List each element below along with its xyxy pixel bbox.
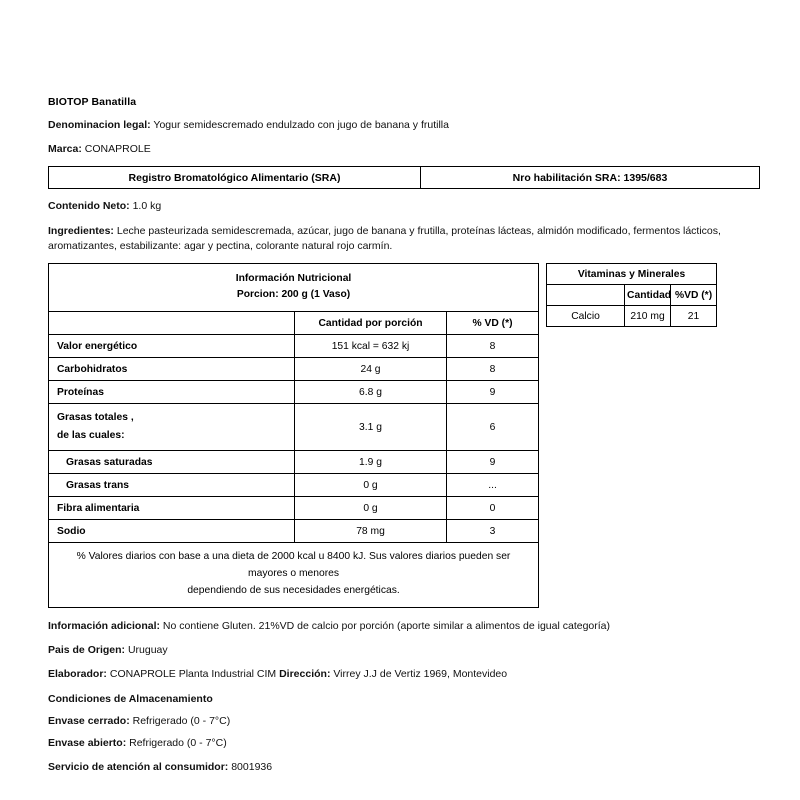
table-row — [49, 451, 539, 474]
storage-title — [48, 692, 760, 707]
nutrient-dv: 9 — [447, 381, 539, 404]
open-package-line — [48, 736, 760, 751]
nutrient-name: Grasas totales , — [57, 412, 134, 423]
nutrient-name: Valor energético — [49, 335, 295, 358]
nutrition-footnote-row — [49, 543, 539, 608]
closed-package-line — [48, 714, 760, 729]
nutrition-footnote-cell — [49, 543, 539, 608]
brand-value: CONAPROLE — [81, 143, 151, 156]
vitamins-title: Vitaminas y Minerales — [547, 264, 717, 285]
closed-package-value: Refrigerado (0 - 7°C) — [129, 714, 231, 727]
table-row — [49, 404, 539, 451]
footnote-line-2: dependiendo de sus necesidades energéticas. — [187, 585, 400, 596]
registry-table — [48, 166, 760, 189]
vitamins-col-blank — [547, 285, 625, 306]
vitamins-header-row — [547, 285, 717, 306]
product-title: BIOTOP Banatilla — [48, 96, 137, 108]
open-package-value: Refrigerado (0 - 7°C) — [126, 737, 227, 750]
additional-info-value: No contiene Gluten. 21%VD de calcio por porción (aporte similar a alimentos de igual categoría) — [160, 619, 611, 632]
table-row — [49, 335, 539, 358]
storage-title-label: Condiciones de Almacenamiento — [48, 692, 213, 705]
ingredients-value: Leche pasteurizada semidescremada, azúcar, jugo de banana y frutilla, proteínas lácteas, almidón modificado, fermentos lácticos, aromatizantes, estabilizante: agar y pectina, colorante natural rojo carmín. — [48, 224, 721, 252]
nutrient-name-sub: de las cuales: — [57, 430, 125, 442]
nutrient-dv: 8 — [447, 335, 539, 358]
vitamins-col-quantity: Cantidad — [625, 285, 671, 306]
manufacturer-line — [48, 667, 760, 682]
consumer-service-value: 8001936 — [228, 761, 273, 774]
ingredients-label: Ingredientes: — [48, 224, 114, 237]
vitamins-col-dv: %VD (*) — [671, 285, 717, 306]
nutrient-quantity: 1.9 g — [295, 451, 447, 474]
nutrient-name: Sodio — [49, 520, 295, 543]
additional-info-line — [48, 619, 760, 634]
brand-label: Marca: — [48, 143, 82, 156]
nutrient-quantity: 0 g — [295, 497, 447, 520]
ingredients-line — [48, 224, 760, 254]
address-value: Virrey J.J de Vertiz 1969, Montevideo — [330, 668, 508, 681]
table-row — [49, 358, 539, 381]
table-row — [49, 474, 539, 497]
table-row — [49, 520, 539, 543]
table-row — [49, 381, 539, 404]
vitamins-minerals-table — [546, 263, 717, 327]
net-content-line — [48, 199, 760, 214]
vitamin-quantity: 210 mg — [625, 306, 671, 327]
nutrient-dv: 0 — [447, 497, 539, 520]
nutrition-title: Información Nutricional — [235, 273, 352, 285]
vitamin-dv: 21 — [671, 306, 717, 327]
nutrition-col-quantity: Cantidad por porción — [295, 312, 447, 335]
nutrition-portion: Porcion: 200 g (1 Vaso) — [236, 289, 351, 301]
brand-line — [48, 142, 760, 157]
nutrition-col-blank — [49, 312, 295, 335]
net-content-value: 1.0 kg — [129, 200, 162, 213]
tables-container — [48, 263, 760, 608]
nutrient-quantity: 6.8 g — [295, 381, 447, 404]
address-label: Dirección: — [279, 668, 331, 681]
nutrition-title-cell — [49, 264, 539, 312]
nutrition-col-dv: % VD (*) — [447, 312, 539, 335]
registry-cell-label: Registro Bromatológico Alimentario (SRA) — [49, 167, 421, 189]
nutrient-dv: ... — [447, 474, 539, 497]
nutrient-quantity: 78 mg — [295, 520, 447, 543]
legal-denomination-label: Denominacion legal: — [48, 119, 151, 131]
nutrition-title-row — [49, 264, 539, 312]
nutrient-dv: 3 — [447, 520, 539, 543]
country-origin-line — [48, 643, 760, 658]
nutrient-quantity: 0 g — [295, 474, 447, 497]
nutrient-dv: 9 — [447, 451, 539, 474]
net-content-label: Contenido Neto: — [48, 200, 130, 213]
nutrient-name-group — [49, 404, 295, 451]
open-package-label: Envase abierto: — [48, 737, 127, 750]
country-origin-label: Pais de Origen: — [48, 644, 126, 657]
footnote-line-1: % Valores diarios con base a una dieta de 2000 kcal u 8400 kJ. Sus valores diarios pueden ser mayores o menores — [76, 551, 511, 580]
manufacturer-label: Elaborador: — [48, 668, 107, 681]
registry-row — [49, 167, 760, 189]
vitamin-name: Calcio — [547, 306, 625, 327]
nutrient-dv: 6 — [447, 404, 539, 451]
manufacturer-value: CONAPROLE Planta Industrial CIM — [106, 668, 280, 681]
nutrient-name: Proteínas — [49, 381, 295, 404]
nutrient-name: Fibra alimentaria — [49, 497, 295, 520]
footer-info — [48, 619, 760, 776]
nutrient-quantity: 24 g — [295, 358, 447, 381]
consumer-service-label: Servicio de atención al consumidor: — [48, 761, 229, 774]
nutrient-name: Grasas trans — [49, 474, 295, 497]
legal-denomination-value: Yogur semidescremado endulzado con jugo de banana y frutilla — [150, 119, 449, 131]
nutrient-name: Grasas saturadas — [49, 451, 295, 474]
additional-info-label: Información adicional: — [48, 619, 161, 632]
registry-cell-authorization: Nro habilitación SRA: 1395/683 — [421, 167, 760, 189]
nutrient-dv: 8 — [447, 358, 539, 381]
country-origin-value: Uruguay — [125, 644, 168, 657]
closed-package-label: Envase cerrado: — [48, 714, 130, 727]
legal-denomination-line — [48, 118, 760, 133]
nutrition-facts-table — [48, 263, 539, 608]
table-row — [547, 306, 717, 327]
nutrient-name: Carbohidratos — [49, 358, 295, 381]
nutrient-quantity: 3.1 g — [295, 404, 447, 451]
consumer-service-line — [48, 760, 760, 775]
vitamins-title-row — [547, 264, 717, 285]
nutrition-header-row — [49, 312, 539, 335]
nutrient-quantity: 151 kcal = 632 kj — [295, 335, 447, 358]
table-row — [49, 497, 539, 520]
